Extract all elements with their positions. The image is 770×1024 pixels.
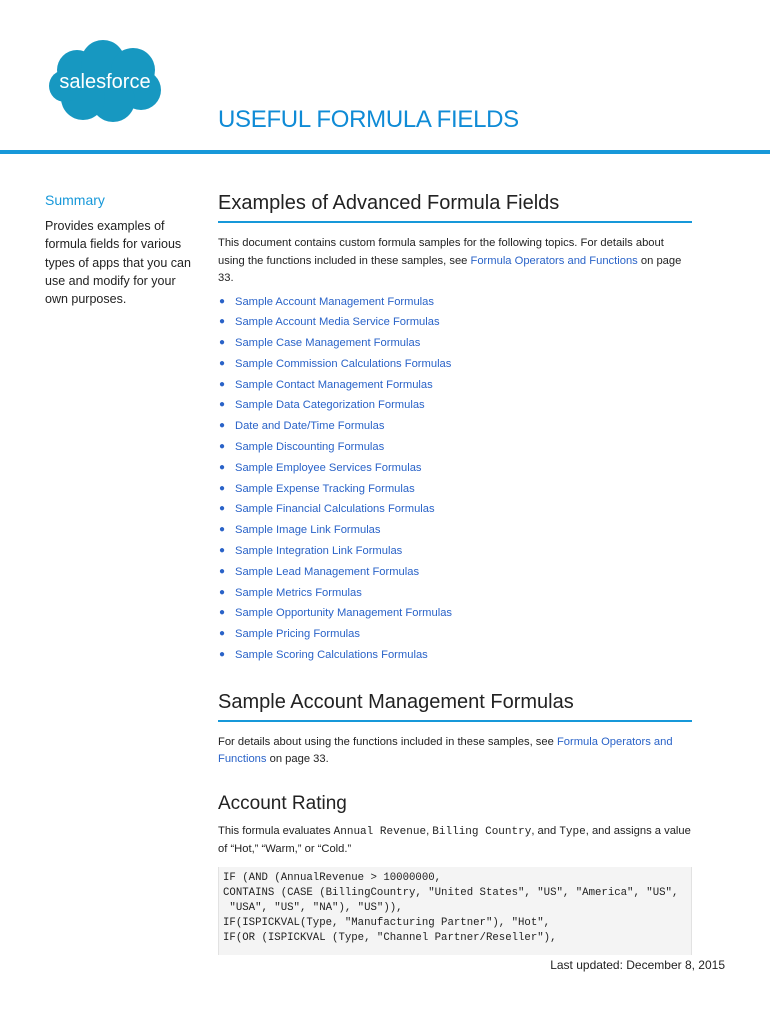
- topic-item[interactable]: [218, 312, 692, 333]
- bullet-icon: ●: [219, 503, 226, 515]
- bullet-icon: ●: [219, 420, 226, 432]
- bullet-icon: ●: [219, 586, 226, 598]
- formula-operators-link[interactable]: Formula Operators and Functions: [470, 254, 638, 267]
- topic-link[interactable]: Sample Account Media Service Formulas: [235, 316, 440, 329]
- topic-link[interactable]: Sample Data Categorization Formulas: [235, 399, 425, 412]
- bullet-icon: ●: [219, 461, 226, 473]
- topic-link[interactable]: Sample Expense Tracking Formulas: [235, 482, 415, 495]
- topic-item[interactable]: [218, 292, 692, 313]
- logo-wordmark: salesforce: [59, 71, 151, 93]
- summary-heading: Summary: [45, 192, 105, 208]
- bullet-icon: ●: [219, 295, 226, 307]
- summary-text: Provides examples of formula fields for various types of apps that you can use and modify for your own purposes.: [45, 219, 191, 307]
- topic-item[interactable]: [218, 499, 692, 520]
- bullet-icon: ●: [219, 337, 226, 349]
- section2-intro-text: For details about using the functions included in these samples, see: [218, 735, 557, 748]
- section1-intro-text: This document contains custom formula samples for the following topics. For details about using the functions included in these samples, see: [218, 237, 664, 267]
- bullet-icon: ●: [219, 441, 226, 453]
- topic-link[interactable]: Sample Case Management Formulas: [235, 337, 421, 350]
- bullet-icon: ●: [219, 482, 226, 494]
- topic-link[interactable]: Sample Employee Services Formulas: [235, 461, 422, 474]
- topic-link[interactable]: Sample Commission Calculations Formulas: [235, 357, 452, 370]
- bullet-icon: ●: [219, 607, 226, 619]
- topic-item[interactable]: [218, 520, 692, 541]
- bullet-icon: ●: [219, 565, 226, 577]
- bullet-icon: ●: [219, 357, 226, 369]
- topic-item[interactable]: [218, 416, 692, 437]
- topic-item[interactable]: [218, 395, 692, 416]
- topic-link[interactable]: Sample Opportunity Management Formulas: [235, 607, 453, 620]
- code-type: Type: [559, 825, 586, 838]
- topic-link[interactable]: Sample Image Link Formulas: [235, 524, 381, 537]
- code-line: CONTAINS (CASE (BillingCountry, "United States", "US", "America", "US",: [223, 886, 679, 899]
- topic-item[interactable]: [218, 479, 692, 500]
- topic-item[interactable]: [218, 603, 692, 624]
- desc-part-2: ,: [426, 824, 433, 837]
- desc-part-1: This formula evaluates: [218, 824, 334, 837]
- section-title-account-management: Sample Account Management Formulas: [218, 691, 692, 722]
- salesforce-logo: [45, 38, 165, 126]
- topic-link[interactable]: Sample Lead Management Formulas: [235, 565, 420, 578]
- topic-item[interactable]: [218, 562, 692, 583]
- topic-link[interactable]: Date and Date/Time Formulas: [235, 420, 385, 433]
- section2-intro-end: on page 33.: [266, 753, 329, 766]
- section2-intro: [218, 734, 692, 769]
- code-line: IF(OR (ISPICKVAL (Type, "Channel Partner/Reseller"),: [223, 931, 557, 944]
- desc-part-4: , and assigns a value of “Hot,” “Warm,” or “Cold.”: [218, 824, 691, 856]
- topic-link[interactable]: Sample Financial Calculations Formulas: [235, 503, 435, 516]
- desc-part-3: , and: [531, 824, 560, 837]
- bullet-icon: ●: [219, 545, 226, 557]
- last-updated: Last updated: December 8, 2015: [550, 958, 725, 972]
- topic-item[interactable]: [218, 437, 692, 458]
- bullet-icon: ●: [219, 399, 226, 411]
- section1-intro-end: on page 33.: [218, 254, 682, 284]
- topic-item[interactable]: [218, 541, 692, 562]
- code-line: IF (AND (AnnualRevenue > 10000000,: [223, 871, 442, 884]
- document-title: USEFUL FORMULA FIELDS: [218, 106, 519, 133]
- bullet-icon: ●: [219, 524, 226, 536]
- topic-item[interactable]: [218, 458, 692, 479]
- topic-link[interactable]: Sample Integration Link Formulas: [235, 545, 403, 558]
- formula-operators-link-2[interactable]: Formula Operators and Functions: [218, 735, 673, 766]
- code-annual-revenue: Annual Revenue: [333, 825, 427, 838]
- account-rating-code: [218, 867, 692, 955]
- account-rating-title: Account Rating: [218, 792, 347, 814]
- topic-item[interactable]: [218, 624, 692, 645]
- bullet-icon: ●: [219, 316, 226, 328]
- topic-list: [218, 292, 692, 666]
- topic-item[interactable]: [218, 333, 692, 354]
- code-line: "USA", "US", "NA"), "US")),: [223, 901, 403, 914]
- topic-link[interactable]: Sample Account Management Formulas: [235, 295, 434, 308]
- bullet-icon: ●: [219, 378, 226, 390]
- code-line: IF(ISPICKVAL(Type, "Manufacturing Partner"), "Hot",: [223, 916, 551, 929]
- account-rating-description: [218, 823, 692, 859]
- topic-item[interactable]: [218, 375, 692, 396]
- main-content: [218, 192, 692, 955]
- topic-link[interactable]: Sample Scoring Calculations Formulas: [235, 649, 428, 662]
- topic-link[interactable]: Sample Contact Management Formulas: [235, 378, 433, 391]
- topic-link[interactable]: Sample Discounting Formulas: [235, 441, 385, 454]
- bullet-icon: ●: [219, 628, 226, 640]
- topic-link[interactable]: Sample Metrics Formulas: [235, 586, 362, 599]
- topic-item[interactable]: [218, 354, 692, 375]
- topic-item[interactable]: [218, 583, 692, 604]
- section1-intro: [218, 235, 692, 288]
- summary-panel: [45, 192, 197, 308]
- topic-item[interactable]: [218, 645, 692, 666]
- bullet-icon: ●: [219, 649, 226, 661]
- section-title-advanced-formulas: Examples of Advanced Formula Fields: [218, 192, 692, 223]
- header-rule: [0, 150, 770, 154]
- code-billing-country: Billing Country: [432, 825, 532, 838]
- topic-link[interactable]: Sample Pricing Formulas: [235, 628, 360, 641]
